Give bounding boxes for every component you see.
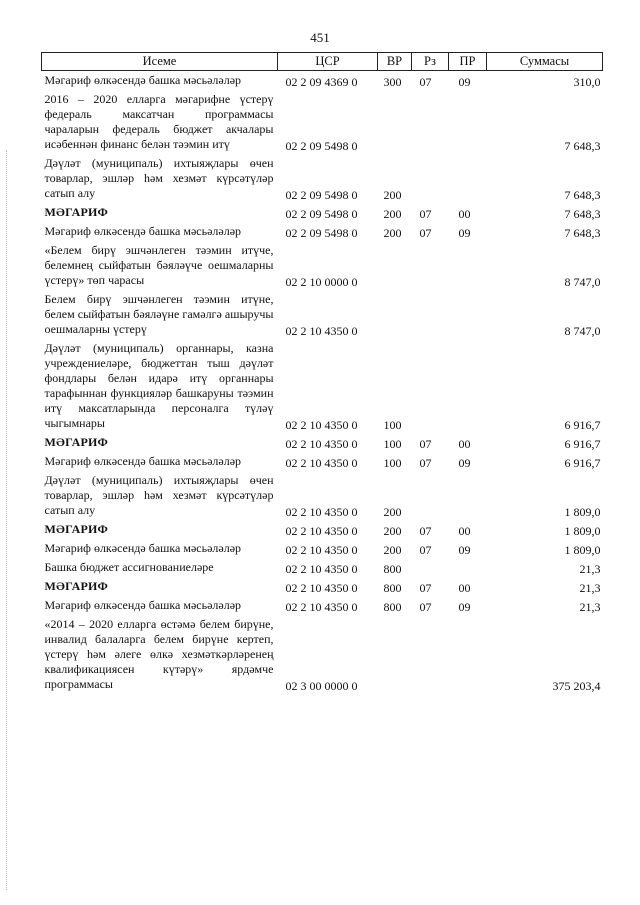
row-pr: 09 bbox=[458, 75, 471, 89]
row-csr: 02 3 00 0000 0 bbox=[285, 679, 358, 693]
row-pr: 00 bbox=[458, 437, 471, 451]
row-vr: 200 bbox=[383, 543, 402, 557]
header-rz: Рз bbox=[412, 53, 449, 71]
row-sum: 375 203,4 bbox=[552, 679, 601, 693]
row-csr: 02 2 10 4350 0 bbox=[285, 437, 358, 451]
row-pr bbox=[449, 339, 487, 433]
row-csr: 02 2 10 4350 0 bbox=[285, 324, 358, 338]
table-row bbox=[42, 433, 603, 452]
row-sum: 7 648,3 bbox=[564, 226, 601, 240]
header-name: Исеме bbox=[42, 53, 278, 71]
row-csr: 02 2 10 4350 0 bbox=[285, 524, 358, 538]
row-csr: 02 2 09 5498 0 bbox=[285, 226, 358, 240]
row-rz bbox=[412, 290, 449, 339]
row-name: МӘГАРИФ bbox=[44, 205, 109, 219]
row-vr: 800 bbox=[383, 562, 402, 576]
row-rz bbox=[412, 615, 449, 694]
row-rz: 07 bbox=[419, 524, 432, 538]
row-name: «2014 – 2020 елларга өстәмә белем бирүне, инвалид балаларга белем бирүне кертеп, үстерү һәм әлеге өлкә хезмәткәрләренең квалификациясен күтәрү» ярдәмче программасы bbox=[44, 617, 274, 691]
row-name: Мәгариф өлкәсендә башка мәсьәләләр bbox=[44, 598, 242, 612]
row-csr: 02 2 09 5498 0 bbox=[285, 139, 358, 153]
table-row bbox=[42, 577, 603, 596]
row-pr: 00 bbox=[458, 524, 471, 538]
table-row bbox=[42, 452, 603, 471]
header-sum: Суммасы bbox=[487, 53, 603, 71]
row-pr bbox=[449, 615, 487, 694]
row-pr bbox=[449, 154, 487, 203]
table-row bbox=[42, 596, 603, 615]
table-row bbox=[42, 154, 603, 203]
row-csr: 02 2 10 4350 0 bbox=[285, 581, 358, 595]
row-pr: 09 bbox=[458, 226, 471, 240]
row-csr: 02 2 10 4350 0 bbox=[285, 600, 358, 614]
row-name: МӘГАРИФ bbox=[44, 435, 109, 449]
table-row bbox=[42, 241, 603, 290]
row-vr: 100 bbox=[383, 418, 402, 432]
scan-margin-mark bbox=[6, 150, 9, 890]
table-row bbox=[42, 539, 603, 558]
row-name: Мәгариф өлкәсендә башка мәсьәләләр bbox=[44, 224, 242, 238]
row-csr: 02 2 10 4350 0 bbox=[285, 543, 358, 557]
table-header bbox=[42, 53, 603, 71]
row-name: Дәүләт (муниципаль) ихтыяҗлары өчен товарлар, эшләр һәм хезмәт күрсәтүләр сатып алу bbox=[44, 156, 274, 200]
header-pr: ПР bbox=[449, 53, 487, 71]
row-csr: 02 2 10 4350 0 bbox=[285, 418, 358, 432]
row-rz: 07 bbox=[419, 437, 432, 451]
row-csr: 02 2 09 5498 0 bbox=[285, 207, 358, 221]
row-pr bbox=[449, 241, 487, 290]
row-vr: 200 bbox=[383, 207, 402, 221]
row-sum: 310,0 bbox=[573, 75, 601, 89]
row-pr: 00 bbox=[458, 581, 471, 595]
row-sum: 7 648,3 bbox=[564, 139, 601, 153]
row-rz bbox=[412, 471, 449, 520]
row-pr bbox=[449, 471, 487, 520]
row-rz bbox=[412, 90, 449, 154]
row-sum: 6 916,7 bbox=[564, 456, 601, 470]
row-sum: 7 648,3 bbox=[564, 188, 601, 202]
budget-table bbox=[41, 52, 603, 694]
row-name: Башка бюджет ассигнованиеләре bbox=[44, 560, 214, 574]
row-rz bbox=[412, 339, 449, 433]
row-vr: 200 bbox=[383, 505, 402, 519]
row-vr: 100 bbox=[383, 437, 402, 451]
table-row bbox=[42, 615, 603, 694]
table-body bbox=[42, 71, 603, 695]
row-sum: 1 809,0 bbox=[564, 524, 601, 538]
row-csr: 02 2 10 4350 0 bbox=[285, 562, 358, 576]
header-csr: ЦСР bbox=[278, 53, 378, 71]
row-pr bbox=[449, 290, 487, 339]
table-row bbox=[42, 90, 603, 154]
row-rz: 07 bbox=[419, 75, 432, 89]
row-sum: 8 747,0 bbox=[564, 324, 601, 338]
table-row bbox=[42, 71, 603, 91]
row-pr: 09 bbox=[458, 600, 471, 614]
row-vr: 200 bbox=[383, 226, 402, 240]
row-csr: 02 2 09 5498 0 bbox=[285, 188, 358, 202]
table-row bbox=[42, 471, 603, 520]
table-row bbox=[42, 520, 603, 539]
row-vr: 800 bbox=[383, 581, 402, 595]
row-rz: 07 bbox=[419, 600, 432, 614]
row-rz: 07 bbox=[419, 581, 432, 595]
row-vr: 300 bbox=[383, 75, 402, 89]
row-name: МӘГАРИФ bbox=[44, 579, 109, 593]
row-pr: 09 bbox=[458, 543, 471, 557]
row-sum: 8 747,0 bbox=[564, 275, 601, 289]
row-vr bbox=[378, 615, 412, 694]
row-vr: 200 bbox=[383, 524, 402, 538]
row-name: Дәүләт (муниципаль) ихтыяҗлары өчен товарлар, эшләр һәм хезмәт күрсәтүләр сатып алу bbox=[44, 473, 274, 517]
row-vr: 200 bbox=[383, 188, 402, 202]
row-name: Мәгариф өлкәсендә башка мәсьәләләр bbox=[44, 454, 242, 468]
row-pr bbox=[449, 90, 487, 154]
row-sum: 1 809,0 bbox=[564, 543, 601, 557]
table-row bbox=[42, 203, 603, 222]
row-csr: 02 2 10 0000 0 bbox=[285, 275, 358, 289]
row-pr: 00 bbox=[458, 207, 471, 221]
row-pr bbox=[449, 558, 487, 577]
row-pr: 09 bbox=[458, 456, 471, 470]
row-rz: 07 bbox=[419, 456, 432, 470]
row-vr bbox=[378, 290, 412, 339]
row-rz bbox=[412, 558, 449, 577]
table-row bbox=[42, 558, 603, 577]
row-rz: 07 bbox=[419, 207, 432, 221]
row-name: «Белем бирү эшчәнлеген тәэмин итүче, белемнең сыйфатын бәяләүче оешмаларны үстерү» төп чарасы bbox=[44, 243, 274, 287]
row-csr: 02 2 10 4350 0 bbox=[285, 505, 358, 519]
table-row bbox=[42, 222, 603, 241]
row-sum: 1 809,0 bbox=[564, 505, 601, 519]
row-rz: 07 bbox=[419, 543, 432, 557]
row-sum: 21,3 bbox=[579, 600, 601, 614]
table-row bbox=[42, 290, 603, 339]
header-vr: ВР bbox=[378, 53, 412, 71]
row-csr: 02 2 09 4369 0 bbox=[285, 75, 358, 89]
row-sum: 7 648,3 bbox=[564, 207, 601, 221]
row-name: Дәүләт (муниципаль) органнары, казна учреждениеләре, бюджеттан тыш дәүләт фондлары белән идарә итү органнары тарафыннан функцияләр башкаруны тәэмин итү максатларында персоналга түләү чыгымнары bbox=[44, 341, 274, 430]
page-number: 451 bbox=[310, 30, 330, 45]
row-name: 2016 – 2020 елларга мәгарифне үстерү федераль максатчан программасы чараларын федераль бюджет акчалары исәбеннән финанс белән тәэмин итү bbox=[44, 92, 274, 151]
row-rz bbox=[412, 154, 449, 203]
row-vr bbox=[378, 90, 412, 154]
row-rz: 07 bbox=[419, 226, 432, 240]
row-rz bbox=[412, 241, 449, 290]
table-row bbox=[42, 339, 603, 433]
row-sum: 21,3 bbox=[579, 562, 601, 576]
row-sum: 6 916,7 bbox=[564, 418, 601, 432]
row-vr: 800 bbox=[383, 600, 402, 614]
row-name: Мәгариф өлкәсендә башка мәсьәләләр bbox=[44, 73, 242, 87]
row-name: Мәгариф өлкәсендә башка мәсьәләләр bbox=[44, 541, 242, 555]
row-csr: 02 2 10 4350 0 bbox=[285, 456, 358, 470]
row-vr bbox=[378, 241, 412, 290]
row-name: Белем бирү эшчәнлеген тәэмин итүне, белем сыйфатын бәяләүне гамәлгә ашыручы оешмаларны үстерү bbox=[44, 292, 274, 336]
row-name: МӘГАРИФ bbox=[44, 522, 109, 536]
row-sum: 6 916,7 bbox=[564, 437, 601, 451]
row-vr: 100 bbox=[383, 456, 402, 470]
row-sum: 21,3 bbox=[579, 581, 601, 595]
